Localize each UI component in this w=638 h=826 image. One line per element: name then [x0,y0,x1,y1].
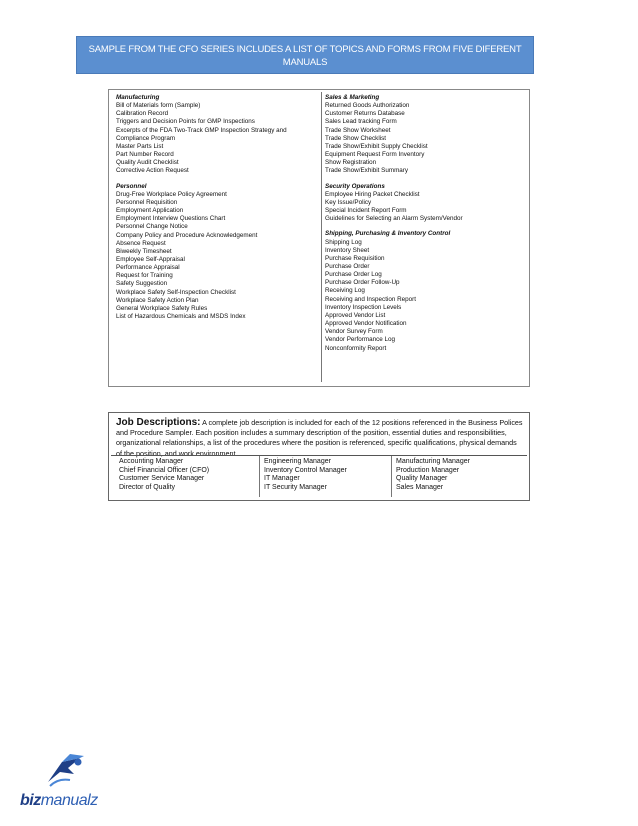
form-list-item: Workplace Safety Self-Inspection Checklist [116,288,236,296]
form-list-item: Receiving and Inspection Report [325,295,417,303]
form-list-item: Trade Show/Exhibit Summary [325,167,409,175]
job-descriptions-intro [116,418,524,459]
manufacturing-heading: Manufacturing [116,94,160,101]
form-list-item: Equipment Request Form Inventory [325,151,425,159]
form-list-item: Vendor Survey Form [325,328,383,336]
form-list-item: Personnel Change Notice [116,223,188,231]
form-list-item: Employee Hiring Packet Checklist [325,190,420,198]
job-position-item: Inventory Control Manager [264,466,347,474]
form-list-item: Approved Vendor List [325,311,386,319]
form-list-item: Drug-Free Workplace Policy Agreement [116,190,227,198]
form-list-item: Purchase Requisition [325,254,385,262]
job-position-item: Chief Financial Officer (CFO) [119,466,210,474]
form-list-item: Purchase Order Log [325,271,382,279]
form-list-item: Absence Request [116,239,166,247]
job-col-separator-1 [259,456,260,497]
form-list-item: Key Issue/Policy [325,198,372,206]
form-list-item: Trade Show Checklist [325,134,387,142]
shipping-heading: Shipping, Purchasing & Inventory Control [325,230,451,238]
form-list-item: Receiving Log [325,287,365,295]
form-list-item: Calibration Record [116,110,169,118]
job-column-3 [396,458,470,492]
form-list-item: Company Policy and Procedure Acknowledgement [116,231,258,239]
security-heading: Security Operations [325,182,385,190]
job-descriptions-panel [108,412,530,501]
form-list-item: Compliance Program [116,134,176,142]
column-divider [321,92,322,382]
form-list-item: Employee Self-Appraisal [116,255,185,263]
form-list-item: Guidelines for Selecting an Alarm System/Vendor [325,215,463,223]
job-position-item: Sales Manager [396,483,444,491]
form-list-item: Personnel Requisition [116,198,178,206]
forms-list-panel [108,89,530,387]
banner-line-1: SAMPLE FROM THE CFO SERIES INCLUDES A LIST OF TOPICS AND FORMS FROM FIVE DIFERENT [88,44,522,55]
job-descriptions-rule [111,455,527,456]
sales-list [325,102,463,175]
form-list-item: Approved Vendor Notification [325,320,407,328]
sales-heading: Sales & Marketing [325,94,380,101]
form-list-item: Returned Goods Authorization [325,102,410,110]
personnel-heading: Personnel [116,182,147,190]
form-list-item: Shipping Log [325,238,362,246]
form-list-item: Trade Show Worksheet [325,126,391,134]
bizmanualz-logo [20,752,130,812]
job-col-separator-2 [391,456,392,497]
form-list-item: Biweekly Timesheet [116,247,172,255]
logo-wordmark [20,792,98,810]
form-list-item: Quality Audit Checklist [116,159,179,167]
job-position-item: Customer Service Manager [119,475,205,483]
form-list-item: Workplace Safety Action Plan [116,296,199,304]
form-list-item: Excerpts of the FDA Two-Track GMP Inspection Strategy and [116,126,287,134]
banner-line-2: MANUALS [282,57,328,68]
job-position-item: IT Manager [264,475,300,483]
job-position-item: Engineering Manager [264,458,331,465]
form-list-item: Performance Appraisal [116,264,180,272]
form-list-item: Customer Returns Database [325,110,405,118]
form-list-item: Bill of Materials form (Sample) [116,102,201,110]
manufacturing-list [116,102,287,175]
form-list-item: Part Number Record [116,151,174,159]
forms-left-column [116,94,287,321]
form-list-item: Inventory Inspection Levels [325,303,402,311]
job-position-item: Production Manager [396,466,460,474]
job-column-2 [264,458,347,492]
logo-text-manualz: manualz [40,792,98,809]
logo-text-biz: biz [20,792,41,809]
logo-figure-icon [40,752,90,794]
form-list-item: Request for Training [116,272,173,280]
form-list-item: Purchase Order [325,262,370,270]
header-banner [76,36,534,74]
form-list-item: Sales Lead tracking Form [325,118,397,126]
form-list-item: Employment Application [116,207,184,215]
form-list-item: Trade Show/Exhibit Supply Checklist [325,142,428,150]
job-position-item: Accounting Manager [119,458,184,465]
shipping-list [325,239,463,353]
security-list [325,191,463,224]
form-list-item: Special Incident Report Form [325,207,407,215]
form-list-item: General Workplace Safety Rules [116,304,208,312]
form-list-item: List of Hazardous Chemicals and MSDS Index [116,313,246,321]
job-descriptions-title: Job Descriptions: [116,417,201,428]
form-list-item: Safety Suggestion [116,280,168,288]
job-column-1 [119,458,209,492]
job-position-item: IT Security Manager [264,483,327,491]
form-list-item: Employment Interview Questions Chart [116,215,226,223]
form-list-item: Corrective Action Request [116,167,189,175]
form-list-item: Nonconformity Report [325,344,387,352]
job-position-item: Director of Quality [119,483,176,491]
form-list-item: Inventory Sheet [325,246,370,254]
form-list-item: Triggers and Decision Points for GMP Inspections [116,118,255,126]
job-position-item: Manufacturing Manager [396,458,470,465]
job-descriptions-text: A complete job description is included for each of the 12 positions referenced in the Business Polices and Procedure Sampler. Each position includes a summary description of the position, essential duties and responsibilities, organizational relationships, a list of the procedures where the position is referenced, specific qualifications, physical demands of the position, and work environment. [116,418,523,458]
job-position-item: Quality Manager [396,475,448,483]
forms-right-column [325,94,463,353]
form-list-item: Purchase Order Follow-Up [325,279,400,287]
personnel-list [116,191,287,322]
form-list-item: Vendor Performance Log [325,336,396,344]
form-list-item: Master Parts List [116,142,164,150]
form-list-item: Show Registration [325,159,377,167]
